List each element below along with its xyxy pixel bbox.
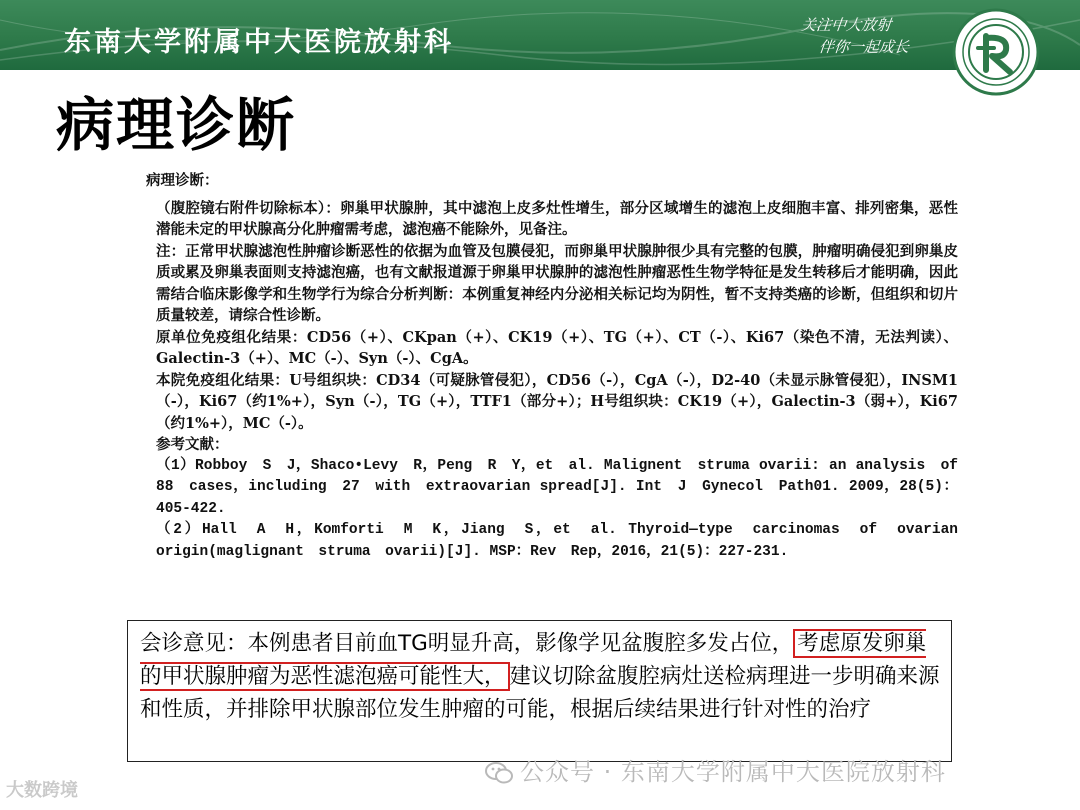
hospital-logo-icon <box>952 8 1040 96</box>
report-internal-ihc: 本院免疫组化结果：U号组织块：CD34（可疑脉管侵犯），CD56（-），CgA（-），D2-40（未显示脉管侵犯），INSM1（-），Ki67（约1%+），Syn（-），TG（+），TTF1（部分+）；H号组织块：CK19（+），Galectin-3（弱+），Ki67（约1%+），MC（-）。 <box>156 371 958 432</box>
slogan <box>798 14 913 58</box>
consult-text-prefix: 会诊意见：本例患者目前血TG明显升高，影像学见盆腹腔多发占位， <box>140 631 794 656</box>
report-heading: 病理诊断： <box>146 172 219 189</box>
page-title: 病理诊断 <box>56 91 297 159</box>
references-heading: 参考文献： <box>156 436 229 453</box>
pathology-report <box>146 170 973 563</box>
watermark <box>484 752 946 787</box>
report-note: 注：正常甲状腺滤泡性肿瘤诊断恶性的依据为血管及包膜侵犯，而卵巢甲状腺肿很少具有完整的包膜，肿瘤明确侵犯到卵巢皮质或累及卵巢表面则支持滤泡癌，也有文献报道源于卵巢甲状腺肿的滤泡性肿瘤恶性生物学特征是发生转移后才能明确，因此需结合临床影像学和生物学行为综合分析判断：本例重复神经内分泌相关标记均为阴性，暂不支持类癌的诊断，但组织和切片质量较差，请综合性诊断。 <box>156 242 958 324</box>
consultation-opinion-box <box>127 620 952 762</box>
consult-highlighted-text: 考虑原发卵巢的甲状腺肿瘤为恶性滤泡癌可能性大， <box>140 631 927 689</box>
report-diagnosis: （腹腔镜右附件切除标本）：卵巢甲状腺肿，其中滤泡上皮多灶性增生，部分区域增生的滤泡上皮细胞丰富、排列密集，恶性潜能未定的甲状腺高分化肿瘤需考虑，滤泡癌不能除外，见备注。 <box>156 199 958 238</box>
slogan-line-2: 伴你一起成长 <box>817 38 910 56</box>
header-banner <box>0 0 1080 70</box>
report-external-ihc: 原单位免疫组化结果：CD56（+）、CKpan（+）、CK19（+）、TG（+）、CT（-）、Ki67（染色不清，无法判读）、Galectin-3（+）、MC（-）、Syn（-）、CgA。 <box>156 328 958 367</box>
watermark-text: 公众号 · 东南大学附属中大医院放射科 <box>520 758 946 786</box>
hospital-department-title: 东南大学附属中大医院放射科 <box>64 27 454 58</box>
slogan-line-1: 关注中大放射 <box>800 16 893 34</box>
corner-mark: 大数跨境 <box>6 780 78 801</box>
wechat-icon <box>484 760 514 786</box>
reference-2: （2）Hall A H，Komforti M K，Jiang S，et al. Thyroid—type carcinomas of ovarian origin(maglignant struma ovarii)[J]. MSP：Rev Rep，2016，21(5)：227-231. <box>156 522 973 560</box>
consult-text-suffix: 建议切除盆腹腔病灶送检病理进一步明确来源和性质，并排除甲状腺部位发生肿瘤的可能，根据后续结果进行针对性的治疗 <box>140 664 940 722</box>
reference-1: （1）Robboy S J，Shaco•Levy R，Peng R Y，et al. Malignent struma ovarii: an analysis of 88 cases，including 27 with extraovarian spread[J]. Int J Gynecol Path01. 2009，28(5)：405-422. <box>156 457 973 517</box>
